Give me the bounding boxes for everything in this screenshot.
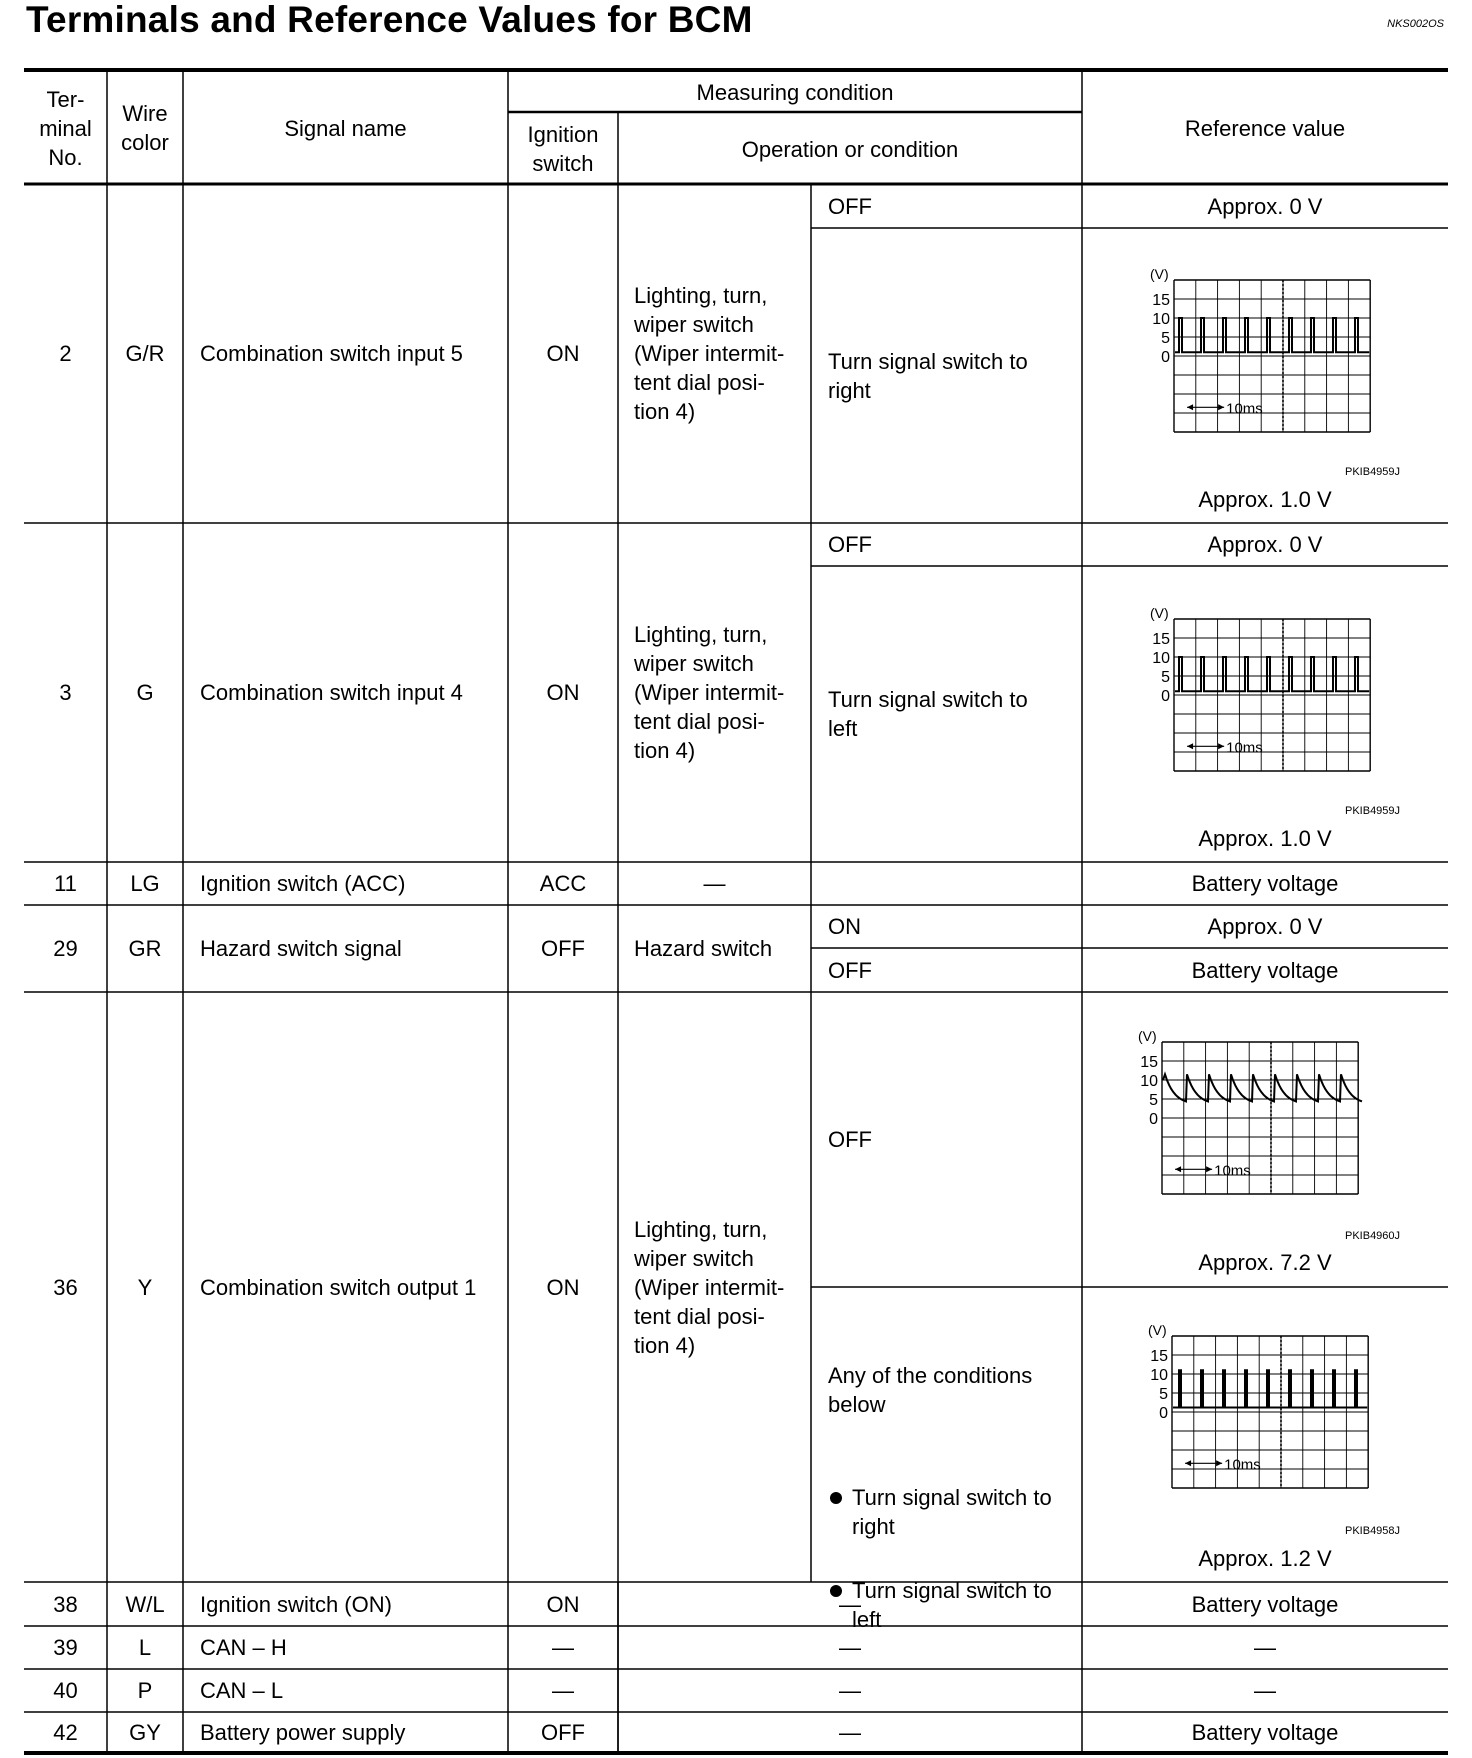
terminal-29-signal-name: Hazard switch signal [200, 936, 402, 961]
scope-time-label: 10ms [1226, 739, 1263, 757]
terminal-29-ignition: OFF [541, 936, 585, 961]
terminal-36-figure-code-any: PKIB4958J [1345, 1525, 1401, 1537]
terminal-36-reference-off: Approx. 7.2 V [1198, 1250, 1332, 1275]
scope-waveform [1175, 318, 1369, 352]
terminal-11-wire-color: LG [130, 871, 160, 896]
document-code: NKS002OS [1387, 18, 1444, 30]
terminal-29-number: 29 [53, 936, 78, 961]
terminal-29-condition-on: ON [828, 914, 861, 939]
terminal-36-signal-name: Combination switch output 1 [200, 1274, 477, 1300]
terminal-36-wire-color: Y [137, 1274, 153, 1300]
scope-y-label: 15 [1152, 292, 1170, 310]
terminal-3-reference-off: Approx. 0 V [1207, 532, 1323, 557]
scope-y-label: 0 [1149, 1110, 1158, 1128]
scope-y-label: 10 [1152, 311, 1170, 329]
terminal-3-condition-on: Turn signal switch to left [828, 687, 1028, 741]
terminal-40-condition: — [839, 1678, 861, 1703]
scope-y-label: 10 [1150, 1367, 1168, 1385]
terminal-39-signal-name: CAN – H [200, 1635, 287, 1660]
terminal-36-oscilloscope-any [1136, 1322, 1374, 1494]
terminal-39-wire-color: L [138, 1635, 152, 1660]
terminal-2-oscilloscope [1138, 266, 1376, 438]
terminal-2-condition-off: OFF [828, 193, 872, 219]
condition-any-heading: Any of the conditions below [828, 1363, 1033, 1417]
terminal-29-operation: Hazard switch [634, 936, 773, 961]
scope-time-label: 10ms [1224, 1456, 1261, 1474]
terminal-42-condition: — [839, 1720, 861, 1745]
terminal-2-reference-on: Approx. 1.0 V [1198, 487, 1332, 512]
terminal-39-reference: — [1254, 1635, 1276, 1660]
header-terminal-no: Ter- minal No. [39, 86, 92, 170]
terminal-42-signal-name: Battery power supply [200, 1720, 406, 1745]
scope-y-label: 5 [1161, 330, 1170, 348]
terminal-11-operation: — [703, 871, 726, 896]
scope-unit-label: (V) [1149, 605, 1169, 622]
terminal-11-condition [811, 862, 1082, 905]
terminal-39-ignition: — [552, 1635, 574, 1660]
terminal-11-reference: Battery voltage [1191, 871, 1339, 896]
terminal-40-wire-color: P [137, 1678, 153, 1703]
terminal-2-ignition: ON [546, 341, 580, 366]
scope-unit-label: (V) [1147, 1322, 1167, 1339]
terminal-2-condition-on: Turn signal switch to right [828, 348, 1028, 403]
page-title: Terminals and Reference Values for BCM [26, 0, 753, 40]
scope-y-label: 15 [1152, 631, 1170, 649]
terminal-36-operation: Lighting, turn, wiper switch (Wiper intermit- tent dial posi- tion 4) [634, 1216, 785, 1358]
terminal-29-condition-off: OFF [828, 957, 872, 983]
terminal-29-reference-on: Approx. 0 V [1207, 914, 1323, 939]
terminal-29-reference-off: Battery voltage [1191, 957, 1339, 983]
terminal-40-reference: — [1254, 1678, 1276, 1703]
terminal-2-wire-color: G/R [125, 341, 165, 366]
terminal-36-reference-any: Approx. 1.2 V [1198, 1546, 1332, 1571]
terminal-38-condition: — [839, 1591, 861, 1617]
scope-y-label: 5 [1149, 1092, 1158, 1110]
scope-waveform [1175, 657, 1369, 691]
terminal-42-ignition: OFF [541, 1720, 585, 1745]
scope-y-label: 0 [1161, 348, 1170, 366]
terminal-2-operation: Lighting, turn, wiper switch (Wiper intermit- tent dial posi- tion 4) [634, 283, 785, 424]
scope-y-label: 0 [1161, 687, 1170, 705]
header-wire-color: Wire color [121, 101, 169, 155]
terminal-2-number: 2 [59, 341, 72, 366]
header-measuring-condition: Measuring condition [696, 79, 894, 105]
terminal-2-reference-off: Approx. 0 V [1207, 193, 1323, 219]
terminal-3-wire-color: G [136, 680, 154, 705]
terminal-11-signal-name: Ignition switch (ACC) [200, 871, 406, 896]
terminal-11-number: 11 [54, 871, 77, 896]
terminal-36-figure-code-off: PKIB4960J [1345, 1230, 1401, 1242]
scope-y-label: 5 [1159, 1386, 1168, 1404]
terminal-36-condition-off: OFF [828, 1127, 872, 1152]
header-signal-name: Signal name [284, 115, 407, 141]
terminal-40-signal-name: CAN – L [200, 1678, 284, 1703]
scope-waveform [1173, 1370, 1367, 1407]
terminal-40-ignition: — [552, 1678, 574, 1703]
terminal-38-reference: Battery voltage [1191, 1591, 1339, 1617]
scope-y-label: 0 [1159, 1404, 1168, 1422]
condition-item-right [828, 1483, 1078, 1541]
scope-unit-label: (V) [1137, 1028, 1157, 1045]
terminal-3-operation: Lighting, turn, wiper switch (Wiper intermit- tent dial posi- tion 4) [634, 622, 785, 763]
terminal-36-ignition: ON [546, 1274, 580, 1300]
scope-time-label: 10ms [1214, 1162, 1251, 1180]
terminal-42-reference: Battery voltage [1191, 1720, 1339, 1745]
terminal-3-condition-off: OFF [828, 532, 872, 557]
header-reference-value: Reference value [1184, 115, 1346, 141]
terminal-3-oscilloscope [1138, 605, 1376, 777]
terminal-38-ignition: ON [546, 1591, 580, 1617]
scope-time-label: 10ms [1226, 400, 1263, 418]
header-ignition-switch: Ignition switch [527, 122, 599, 176]
scope-y-label: 15 [1150, 1348, 1168, 1366]
terminal-36-number: 36 [53, 1274, 78, 1300]
terminal-11-ignition: ACC [539, 871, 587, 896]
header-operation-or-condition: Operation or condition [741, 136, 959, 162]
terminal-42-wire-color: GY [129, 1720, 161, 1745]
condition-item-label: Turn signal switch to left [852, 1578, 1052, 1632]
terminal-42-number: 42 [53, 1720, 78, 1745]
terminal-3-figure-code: PKIB4959J [1345, 805, 1401, 817]
scope-unit-label: (V) [1149, 266, 1169, 283]
terminal-36-oscilloscope-off [1126, 1028, 1364, 1200]
terminal-38-wire-color: W/L [125, 1591, 165, 1617]
terminal-3-reference-on: Approx. 1.0 V [1198, 826, 1332, 851]
terminal-38-number: 38 [53, 1591, 78, 1617]
scope-y-label: 5 [1161, 669, 1170, 687]
scope-waveform [1163, 1074, 1362, 1101]
terminal-29-wire-color: GR [128, 936, 162, 961]
terminal-38-signal-name: Ignition switch (ON) [200, 1591, 392, 1617]
scope-y-label: 10 [1152, 650, 1170, 668]
condition-item-label: Turn signal switch to right [852, 1485, 1052, 1539]
terminal-2-figure-code: PKIB4959J [1345, 466, 1401, 478]
terminal-3-ignition: ON [546, 680, 580, 705]
terminal-40-number: 40 [53, 1678, 78, 1703]
bullet-icon [830, 1492, 842, 1504]
terminal-2-signal-name: Combination switch input 5 [200, 341, 463, 366]
terminal-3-number: 3 [59, 680, 72, 705]
scope-y-label: 15 [1140, 1054, 1158, 1072]
terminal-39-number: 39 [53, 1635, 78, 1660]
scope-y-label: 10 [1140, 1073, 1158, 1091]
terminal-39-condition: — [839, 1635, 861, 1660]
terminal-3-signal-name: Combination switch input 4 [200, 680, 463, 705]
